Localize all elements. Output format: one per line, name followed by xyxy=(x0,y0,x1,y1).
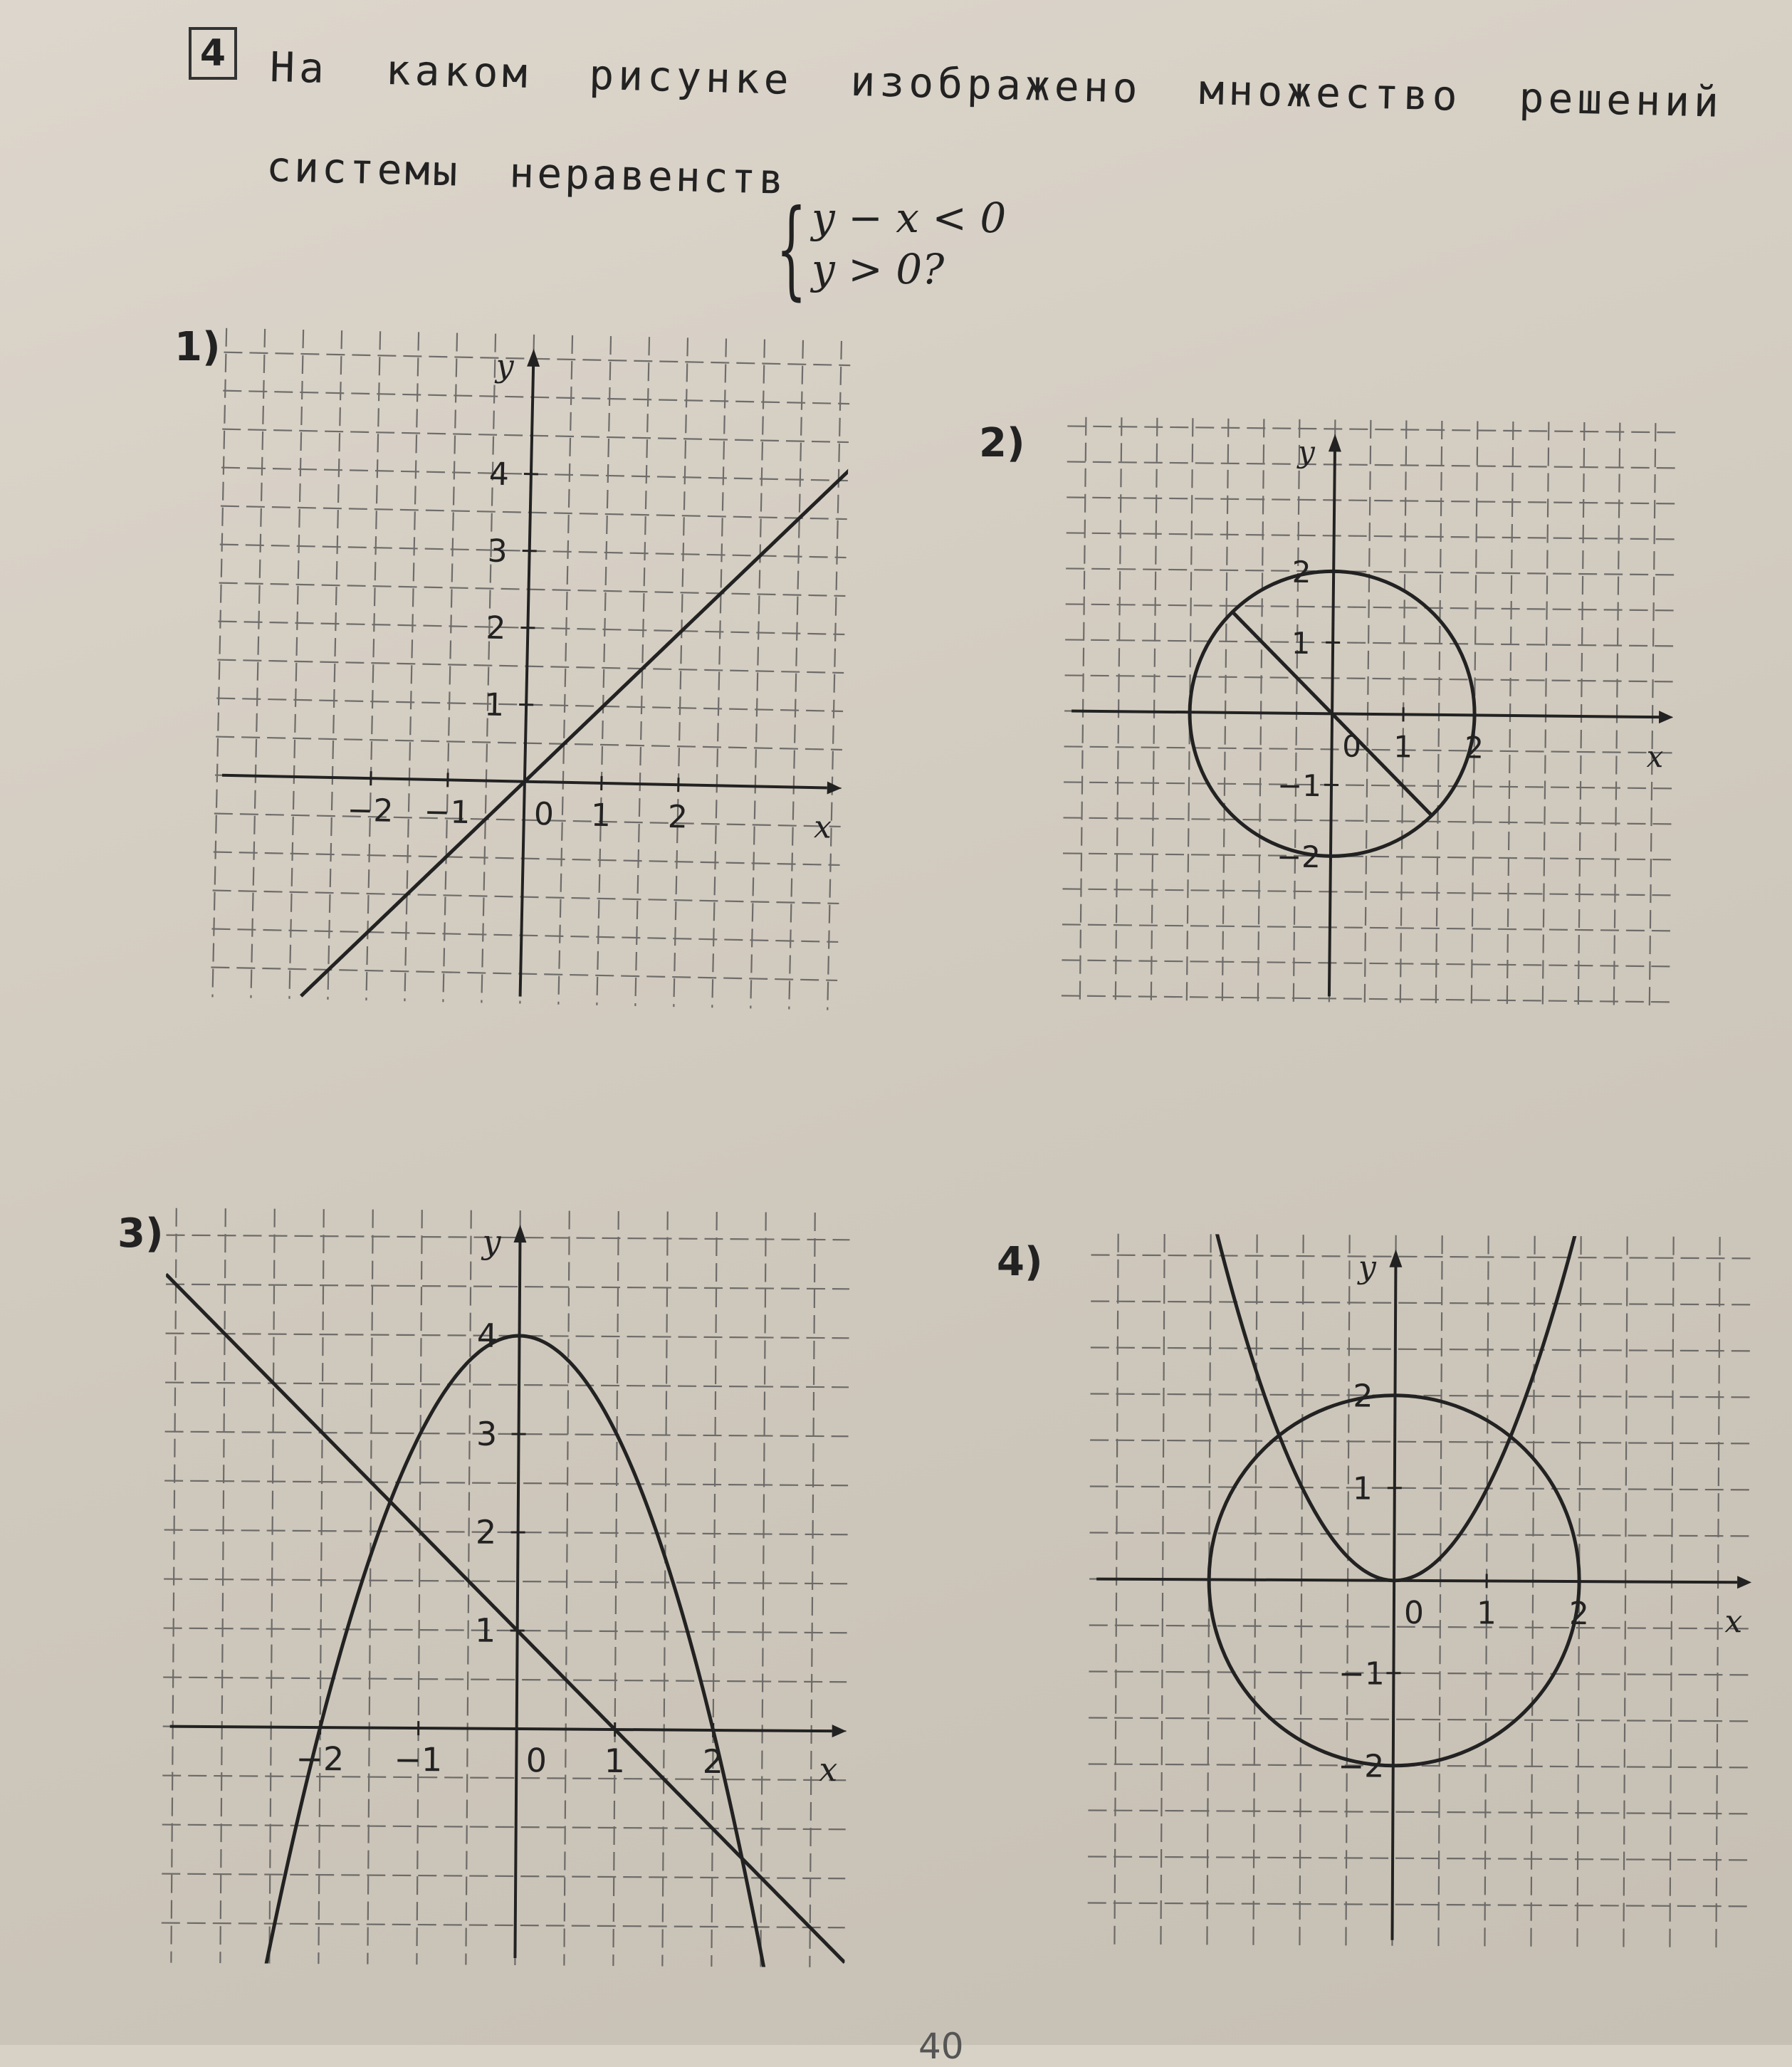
grid-line-h xyxy=(164,1628,847,1633)
grid-line-h xyxy=(222,429,849,442)
grid-line-h xyxy=(1088,1903,1750,1907)
y-tick-label: 1 xyxy=(475,1611,496,1650)
y-axis-arrow xyxy=(527,349,540,367)
x-axis-label: x xyxy=(1724,1603,1742,1640)
grid-line-h xyxy=(162,1923,845,1928)
y-tick-label: 1 xyxy=(1353,1470,1373,1507)
grid-line-v xyxy=(1151,418,1158,1002)
x-tick-label: 2 xyxy=(703,1742,724,1781)
x-axis xyxy=(1071,711,1659,718)
grid-line-h xyxy=(217,660,844,673)
y-axis-arrow xyxy=(513,1225,526,1242)
grid-line-h xyxy=(1088,1811,1750,1814)
grid-line-h xyxy=(219,583,846,596)
y-tick-label: 2 xyxy=(486,609,506,647)
grid-line-v xyxy=(1253,1235,1257,1947)
grid xyxy=(161,1208,849,1968)
grid-line-v xyxy=(1507,422,1514,1005)
y-axis-label: y xyxy=(481,1223,501,1261)
grid-line-v xyxy=(711,1212,716,1967)
y-tick-label: −2 xyxy=(1338,1748,1384,1784)
grid-line-h xyxy=(162,1776,846,1781)
grid-line-v xyxy=(1436,421,1442,1005)
grid-line-v xyxy=(1294,419,1300,1003)
grid-line-h xyxy=(165,1383,849,1388)
grid-line-v xyxy=(1484,1235,1488,1947)
x-axis-label: x xyxy=(814,809,832,846)
origin-label: 0 xyxy=(1342,729,1361,764)
grid-line-v xyxy=(662,1212,667,1967)
option-3-graph[interactable] xyxy=(164,1210,861,1979)
y-tick-label: 3 xyxy=(476,1415,498,1453)
y-axis xyxy=(515,1228,520,1958)
task-number-box: 4 xyxy=(189,27,237,80)
grid-line-h xyxy=(1066,568,1675,575)
inequality-1: y − x < 0 xyxy=(780,192,1006,244)
grid-line-v xyxy=(1531,1236,1534,1948)
grid-line-v xyxy=(416,1210,421,1964)
x-tick-label: 2 xyxy=(1464,730,1484,765)
grid-line-v xyxy=(466,1210,471,1965)
curves xyxy=(301,446,862,1008)
option-1-label[interactable]: 1) xyxy=(174,324,221,370)
x-tick-label: 1 xyxy=(1477,1595,1497,1631)
grid-line-v xyxy=(220,1208,225,1963)
y-tick-label: 4 xyxy=(477,1317,498,1355)
grid-line-h xyxy=(221,506,847,519)
x-tick-label: −2 xyxy=(295,1739,344,1778)
grid-line-h xyxy=(213,891,839,904)
grid-line-h xyxy=(1091,1348,1753,1351)
grid-line-h xyxy=(163,1678,847,1683)
x-tick-label: 1 xyxy=(590,797,611,834)
x-tick-label: 1 xyxy=(604,1742,626,1780)
origin-label: 0 xyxy=(526,1741,547,1779)
grid-line-h xyxy=(211,928,838,941)
x-axis-arrow xyxy=(1737,1576,1751,1589)
grid-line-v xyxy=(1222,419,1229,1003)
grid-line-v xyxy=(1365,420,1371,1004)
line-curve xyxy=(301,446,862,1008)
x-tick-label: −1 xyxy=(424,794,471,831)
y-tick-label: 1 xyxy=(1291,626,1310,661)
option-4-label[interactable]: 4) xyxy=(997,1239,1043,1285)
grid-line-h xyxy=(214,852,840,865)
grid-line-v xyxy=(1160,1234,1164,1946)
grid-line-v xyxy=(564,1211,569,1966)
y-tick-label: −2 xyxy=(1277,839,1321,875)
inequality-2: y > 0? xyxy=(780,244,1006,295)
grid-line-h xyxy=(162,1825,846,1830)
grid-line-v xyxy=(1614,423,1620,1007)
x-axis-arrow xyxy=(832,1725,847,1737)
grid-line-v xyxy=(1543,422,1549,1006)
grid-line-h xyxy=(216,737,842,750)
grid-line-h xyxy=(1063,853,1672,859)
grid-line-h xyxy=(1089,1672,1751,1675)
grid-line-h xyxy=(1089,1718,1751,1722)
origin-label: 0 xyxy=(533,796,554,833)
y-tick-label: 4 xyxy=(488,456,509,493)
grid-line-h xyxy=(1090,1487,1752,1490)
y-axis-arrow xyxy=(1329,434,1341,451)
grid-line-h xyxy=(223,391,849,404)
y-tick-label: 2 xyxy=(476,1513,497,1551)
system-brace: { xyxy=(776,196,807,303)
x-tick-label: −1 xyxy=(394,1740,442,1779)
x-tick-label: −2 xyxy=(347,792,394,829)
grid-line-h xyxy=(167,1235,850,1240)
grid-line-v xyxy=(1258,419,1264,1003)
x-tick-label: 1 xyxy=(1393,729,1413,764)
grid-line-v xyxy=(809,1213,814,1967)
grid-line-v xyxy=(1578,422,1585,1006)
inequality-system xyxy=(780,192,1006,295)
option-1-graph[interactable] xyxy=(217,335,858,1018)
grid-line-v xyxy=(613,1211,618,1966)
x-axis xyxy=(170,1727,832,1731)
option-2-label[interactable]: 2) xyxy=(979,420,1025,466)
grid-line-v xyxy=(1116,417,1122,1001)
grid-line-v xyxy=(760,1212,765,1967)
option-3-label[interactable]: 3) xyxy=(117,1210,164,1257)
grid-line-v xyxy=(1114,1234,1118,1946)
grid-line-v xyxy=(1623,1236,1627,1948)
x-axis-arrow xyxy=(1659,711,1673,723)
page-number: 40 xyxy=(918,2026,964,2067)
grid-line-v xyxy=(1299,1235,1303,1947)
y-tick-label: 3 xyxy=(487,533,508,570)
grid-line-v xyxy=(269,1209,274,1964)
grid-line-v xyxy=(171,1208,176,1963)
grid-line-v xyxy=(1438,1235,1442,1947)
x-tick-label: 2 xyxy=(1569,1596,1589,1632)
x-axis-label: x xyxy=(1646,739,1664,774)
parabola-curve xyxy=(157,1334,849,2067)
y-tick-label: 1 xyxy=(484,686,505,723)
grid-line-v xyxy=(1080,417,1086,1001)
y-axis-arrow xyxy=(1389,1250,1402,1267)
y-axis xyxy=(1392,1253,1395,1940)
option-2-graph[interactable] xyxy=(1064,420,1687,1018)
grid-line-v xyxy=(1670,1237,1673,1949)
y-tick-label: −1 xyxy=(1277,768,1321,804)
grid-line-v xyxy=(367,1210,372,1964)
grid-line-h xyxy=(164,1481,848,1486)
question-text-line-1: На каком рисунке изображено множество решений xyxy=(269,43,1723,127)
grid-line-h xyxy=(1091,1302,1753,1305)
grid-line-v xyxy=(1346,1235,1349,1947)
x-axis-arrow xyxy=(827,782,842,795)
grid-line-h xyxy=(164,1579,847,1584)
grid-line-h xyxy=(1091,1255,1754,1259)
grid xyxy=(210,328,850,1010)
y-axis xyxy=(520,352,534,997)
grid-line-v xyxy=(1650,423,1656,1007)
grid-line-h xyxy=(162,1874,845,1879)
y-tick-label: 2 xyxy=(1292,555,1311,590)
grid-line-v xyxy=(318,1209,323,1964)
option-4-graph[interactable] xyxy=(1089,1235,1766,1962)
line-curve xyxy=(161,1275,849,1963)
y-axis-label: y xyxy=(1296,434,1316,469)
y-axis-label: y xyxy=(494,348,515,385)
grid-line-h xyxy=(214,814,841,827)
x-axis-label: x xyxy=(819,1750,837,1789)
origin-label: 0 xyxy=(1404,1595,1424,1631)
y-tick-label: 2 xyxy=(1353,1378,1373,1414)
grid-line-h xyxy=(165,1432,849,1437)
grid-line-h xyxy=(1065,675,1674,681)
curves xyxy=(157,1275,849,2067)
grid-line-h xyxy=(1090,1440,1752,1444)
x-tick-label: 2 xyxy=(667,799,688,836)
grid-line-v xyxy=(1716,1237,1719,1949)
grid-line-h xyxy=(1089,1533,1751,1537)
y-tick-label: −1 xyxy=(1338,1655,1385,1692)
grid-line-h xyxy=(164,1530,848,1535)
x-axis xyxy=(1096,1579,1737,1583)
grid-line-h xyxy=(166,1284,849,1289)
grid-line-h xyxy=(1088,1857,1750,1861)
y-axis-label: y xyxy=(1357,1249,1377,1285)
grid-line-h xyxy=(211,967,837,980)
grid xyxy=(1087,1234,1753,1950)
question-text-line-2: системы неравенств xyxy=(266,142,787,204)
